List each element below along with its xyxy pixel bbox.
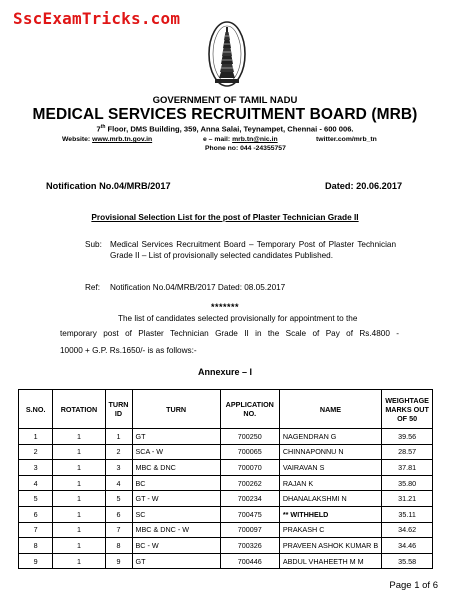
cell-turn-id: 7: [105, 522, 132, 538]
cell-rotation: 1: [53, 429, 105, 445]
cell-application-no: 700475: [220, 506, 279, 522]
cell-application-no: 700070: [220, 460, 279, 476]
cell-weightage: 35.11: [382, 506, 433, 522]
annexure-title: Annexure – I: [197, 367, 253, 377]
tamil-nadu-emblem-icon: [207, 16, 247, 88]
cell-name: ** WITHHELD: [279, 506, 381, 522]
table-row: [19, 491, 433, 507]
header-weightage: WEIGHTAGE MARKS OUT OF 50: [382, 390, 433, 429]
table-row: [19, 475, 433, 491]
table-row: [19, 538, 433, 554]
cell-application-no: 700326: [220, 538, 279, 554]
cell-rotation: 1: [53, 444, 105, 460]
cell-weightage: 35.58: [382, 553, 433, 569]
cell-weightage: 34.62: [382, 522, 433, 538]
ref-text: Notification No.04/MRB/2017 Dated: 08.05.2017: [110, 283, 286, 292]
cell-rotation: 1: [53, 506, 105, 522]
body-line-1: The list of candidates selected provisionally for appointment to the: [118, 314, 358, 323]
table-row: [19, 506, 433, 522]
cell-sno: 2: [19, 444, 53, 460]
cell-sno: 6: [19, 506, 53, 522]
header-turn-id: TURN ID: [105, 390, 132, 429]
cell-application-no: 700262: [220, 475, 279, 491]
cell-turn-id: 5: [105, 491, 132, 507]
email-line: e – mail: mrb.tn@nic.in: [203, 136, 278, 143]
cell-turn-id: 2: [105, 444, 132, 460]
cell-name: PRAVEEN ASHOK KUMAR B: [279, 538, 381, 554]
cell-turn: SCA - W: [132, 444, 220, 460]
table-header-row: [19, 390, 433, 429]
cell-weightage: 37.81: [382, 460, 433, 476]
cell-weightage: 34.46: [382, 538, 433, 554]
cell-turn-id: 3: [105, 460, 132, 476]
header-turn: TURN: [132, 390, 220, 429]
twitter-handle: twitter.com/mrb_tn: [316, 136, 377, 143]
cell-sno: 9: [19, 553, 53, 569]
cell-rotation: 1: [53, 553, 105, 569]
cell-application-no: 700097: [220, 522, 279, 538]
cell-turn-id: 4: [105, 475, 132, 491]
notification-date: Dated: 20.06.2017: [325, 181, 403, 191]
cell-weightage: 28.57: [382, 444, 433, 460]
cell-rotation: 1: [53, 460, 105, 476]
table-row: [19, 522, 433, 538]
cell-name: ABDUL VHAHEETH M M: [279, 553, 381, 569]
cell-turn: MBC & DNC: [132, 460, 220, 476]
header-application-no: APPLICATION NO.: [220, 390, 279, 429]
header-rotation: ROTATION: [53, 390, 105, 429]
cell-sno: 7: [19, 522, 53, 538]
cell-weightage: 39.56: [382, 429, 433, 445]
cell-sno: 1: [19, 429, 53, 445]
cell-name: CHINNAPONNU N: [279, 444, 381, 460]
body-line-2: temporary post of Plaster Technician Grade II in the Scale of Pay of Rs.4800 -: [60, 329, 399, 338]
cell-rotation: 1: [53, 491, 105, 507]
cell-turn: GT - W: [132, 491, 220, 507]
cell-name: DHANALAKSHMI N: [279, 491, 381, 507]
table-row: [19, 444, 433, 460]
cell-rotation: 1: [53, 522, 105, 538]
watermark-text: SscExamTricks.com: [13, 9, 181, 28]
cell-name: RAJAN K: [279, 475, 381, 491]
cell-turn: GT: [132, 553, 220, 569]
cell-rotation: 1: [53, 538, 105, 554]
phone-number: Phone no: 044 -24355757: [205, 145, 286, 152]
government-title: GOVERNMENT OF TAMIL NADU: [152, 95, 298, 106]
board-title: MEDICAL SERVICES RECRUITMENT BOARD (MRB): [32, 106, 418, 123]
cell-turn-id: 1: [105, 429, 132, 445]
separator-stars: *******: [210, 302, 240, 312]
cell-sno: 5: [19, 491, 53, 507]
sub-label: Sub:: [85, 240, 102, 249]
cell-application-no: 700250: [220, 429, 279, 445]
cell-turn-id: 8: [105, 538, 132, 554]
cell-turn: SC: [132, 506, 220, 522]
cell-turn: BC: [132, 475, 220, 491]
cell-sno: 4: [19, 475, 53, 491]
website-link[interactable]: www.mrb.tn.gov.in: [92, 136, 153, 143]
header-name: NAME: [279, 390, 381, 429]
cell-application-no: 700446: [220, 553, 279, 569]
page-number: Page 1 of 6: [389, 580, 438, 591]
body-line-3: 10000 + G.P. Rs.1650/- is as follows:-: [60, 346, 197, 355]
cell-weightage: 31.21: [382, 491, 433, 507]
cell-turn-id: 6: [105, 506, 132, 522]
cell-turn: MBC & DNC - W: [132, 522, 220, 538]
website-line: Website: www.mrb.tn.gov.in: [62, 136, 153, 143]
cell-sno: 3: [19, 460, 53, 476]
cell-name: PRAKASH C: [279, 522, 381, 538]
table-row: [19, 553, 433, 569]
cell-turn: GT: [132, 429, 220, 445]
board-address: 7th Floor, DMS Building, 359, Anna Salai, Teynampet, Chennai - 600 006.: [96, 124, 354, 134]
cell-name: VAIRAVAN S: [279, 460, 381, 476]
email-link[interactable]: mrb.tn@nic.in: [232, 136, 278, 143]
ref-label: Ref:: [85, 283, 101, 292]
selection-table: [18, 389, 433, 569]
cell-application-no: 700065: [220, 444, 279, 460]
notification-number: Notification No.04/MRB/2017: [46, 181, 171, 191]
cell-turn: BC - W: [132, 538, 220, 554]
cell-turn-id: 9: [105, 553, 132, 569]
cell-name: NAGENDRAN G: [279, 429, 381, 445]
cell-rotation: 1: [53, 475, 105, 491]
sub-text: Medical Services Recruitment Board – Temporary Post of Plaster Technician Grade II – List of provisionally selected candidates Published.: [110, 240, 396, 260]
table-row: [19, 429, 433, 445]
cell-application-no: 700234: [220, 491, 279, 507]
header-sno: S.NO.: [19, 390, 53, 429]
cell-sno: 8: [19, 538, 53, 554]
table-row: [19, 460, 433, 476]
subject-title: Provisional Selection List for the post of Plaster Technician Grade II: [91, 212, 359, 222]
cell-weightage: 35.80: [382, 475, 433, 491]
